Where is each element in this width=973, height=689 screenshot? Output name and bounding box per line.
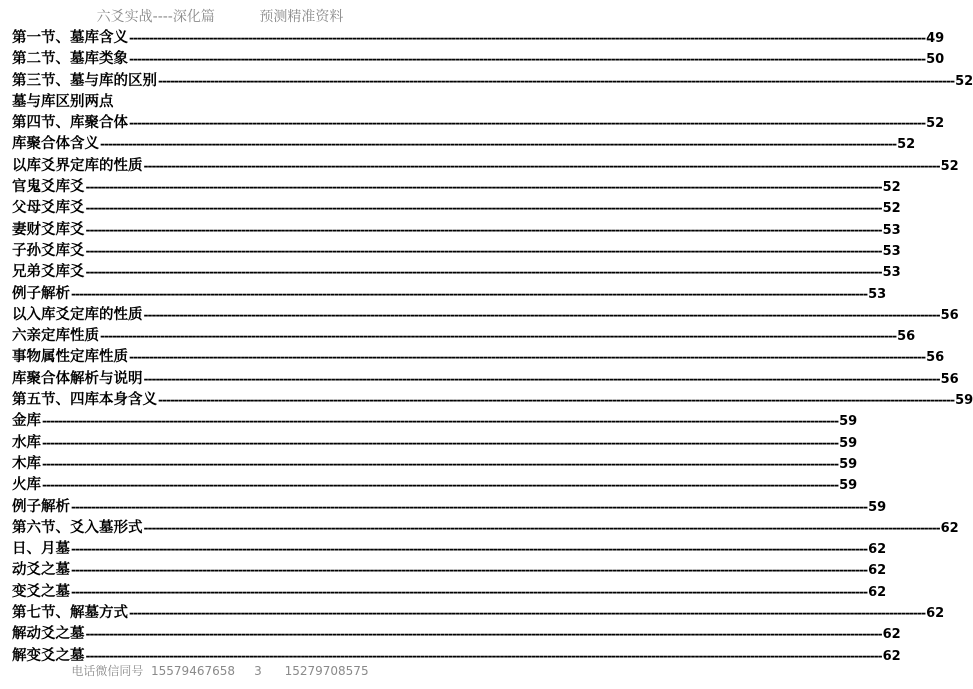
toc-entry-title: 妻财爻库爻	[12, 221, 85, 238]
toc-entry	[12, 134, 916, 155]
toc-entry-title: 木库	[12, 455, 41, 472]
toc-dot-leader: --------------------------------------------------------------------------------------------------------------------------------------------------------------------------------------------------------	[100, 329, 897, 344]
toc-entry-title: 事物属性定库性质	[12, 349, 128, 366]
toc-entry-page: 59	[839, 435, 858, 451]
toc-entry-title: 库聚合体含义	[12, 136, 99, 153]
toc-entry	[12, 284, 887, 305]
page-header: 六爻实战----深化篇 预测精准资料	[96, 9, 344, 25]
toc-entry	[12, 113, 945, 134]
toc-entry-page: 62	[868, 584, 887, 600]
toc-entry-page: 53	[882, 243, 901, 259]
toc-entry	[12, 454, 858, 475]
toc-dot-leader: --------------------------------------------------------------------------------------------------------------------------------------------------------------------------------------------------------	[85, 265, 882, 280]
toc-entry	[12, 220, 901, 241]
toc-entry-title: 第二节、墓库类象	[12, 51, 128, 68]
toc-dot-leader: --------------------------------------------------------------------------------------------------------------------------------------------------------------------------------------------------------	[129, 606, 926, 621]
toc-dot-leader: --------------------------------------------------------------------------------------------------------------------------------------------------------------------------------------------------------	[143, 371, 940, 386]
toc-entry	[12, 71, 973, 92]
toc-entry-page: 56	[940, 371, 959, 387]
toc-dot-leader: --------------------------------------------------------------------------------------------------------------------------------------------------------------------------------------------------------	[85, 201, 882, 216]
toc-entry-title: 日、月墓	[12, 541, 70, 558]
toc-entry-page: 50	[926, 52, 945, 68]
toc-entry-page: 62	[868, 542, 887, 558]
page-footer: 电话微信同号 15579467658 3 15279708575	[71, 664, 369, 678]
toc-entry-title: 父母爻库爻	[12, 200, 85, 217]
toc-entry-title: 解变爻之墓	[12, 647, 85, 664]
toc-entry	[12, 241, 901, 262]
toc-dot-leader: --------------------------------------------------------------------------------------------------------------------------------------------------------------------------------------------------------	[129, 52, 926, 67]
toc-dot-leader: --------------------------------------------------------------------------------------------------------------------------------------------------------------------------------------------------------	[71, 286, 868, 301]
toc-dot-leader: --------------------------------------------------------------------------------------------------------------------------------------------------------------------------------------------------------	[143, 520, 940, 535]
toc-entry-page: 62	[940, 520, 959, 536]
toc-entry-title: 墓与库区别两点	[12, 93, 114, 110]
toc-dot-leader: --------------------------------------------------------------------------------------------------------------------------------------------------------------------------------------------------------	[100, 137, 897, 152]
toc-dot-leader: --------------------------------------------------------------------------------------------------------------------------------------------------------------------------------------------------------	[85, 627, 882, 642]
toc-entry-title: 兄弟爻库爻	[12, 264, 85, 281]
toc-entry-page: 59	[839, 478, 858, 494]
toc-entry-title: 第一节、墓库含义	[12, 30, 128, 46]
toc-entry	[12, 390, 973, 411]
toc-entry	[12, 156, 959, 177]
toc-dot-leader: --------------------------------------------------------------------------------------------------------------------------------------------------------------------------------------------------------	[71, 542, 868, 557]
toc-entry-title: 库聚合体解析与说明	[12, 370, 143, 387]
toc-entry-page: 53	[882, 265, 901, 281]
toc-dot-leader: --------------------------------------------------------------------------------------------------------------------------------------------------------------------------------------------------------	[42, 456, 839, 471]
toc-entry	[12, 28, 945, 49]
toc-entry	[12, 497, 887, 518]
toc-entry-title: 第四节、库聚合体	[12, 115, 128, 132]
toc-entry-title: 金库	[12, 413, 41, 430]
toc-entry-title: 子孙爻库爻	[12, 242, 85, 259]
toc-dot-leader: --------------------------------------------------------------------------------------------------------------------------------------------------------------------------------------------------------	[129, 350, 926, 365]
toc-dot-leader: --------------------------------------------------------------------------------------------------------------------------------------------------------------------------------------------------------	[85, 648, 882, 663]
toc-entry-page: 62	[868, 563, 887, 579]
toc-entry-title: 变爻之墓	[12, 583, 70, 600]
toc-entry-page: 52	[955, 73, 973, 89]
toc-entry	[12, 326, 916, 347]
toc-dot-leader: --------------------------------------------------------------------------------------------------------------------------------------------------------------------------------------------------------	[71, 499, 868, 514]
toc-entry	[12, 518, 959, 539]
toc-entry-page: 56	[940, 307, 959, 323]
toc-entry	[12, 624, 901, 645]
toc-entry	[12, 262, 901, 283]
toc-entry-page: 62	[926, 606, 945, 622]
toc-dot-leader: --------------------------------------------------------------------------------------------------------------------------------------------------------------------------------------------------------	[158, 73, 955, 88]
toc-entry-page: 52	[926, 116, 945, 132]
toc-entry-title: 以库爻界定库的性质	[12, 157, 143, 174]
toc-entry-page: 52	[940, 158, 959, 174]
toc-entry-page: 59	[868, 499, 887, 515]
toc-entry-title: 以入库爻定库的性质	[12, 306, 143, 323]
toc-entry-page: 56	[897, 329, 916, 345]
toc-entry-title: 六亲定库性质	[12, 328, 99, 345]
toc-dot-leader: --------------------------------------------------------------------------------------------------------------------------------------------------------------------------------------------------------	[129, 116, 926, 131]
toc-entry	[12, 92, 418, 113]
toc-entry-title: 官鬼爻库爻	[12, 179, 85, 196]
toc-entry-title: 解动爻之墓	[12, 626, 85, 643]
toc-dot-leader: --------------------------------------------------------------------------------------------------------------------------------------------------------------------------------------------------------	[143, 307, 940, 322]
toc-entry	[12, 560, 887, 581]
toc-entry-title: 第三节、墓与库的区别	[12, 72, 157, 89]
toc-entry-page: 53	[882, 222, 901, 238]
toc-dot-leader: --------------------------------------------------------------------------------------------------------------------------------------------------------------------------------------------------------	[42, 414, 839, 429]
toc-dot-leader: --------------------------------------------------------------------------------------------------------------------------------------------------------------------------------------------------------	[85, 222, 882, 237]
toc-entry-page: 59	[839, 456, 858, 472]
toc-dot-leader: --------------------------------------------------------------------------------------------------------------------------------------------------------------------------------------------------------	[85, 243, 882, 258]
toc-dot-leader: --------------------------------------------------------------------------------------------------------------------------------------------------------------------------------------------------------	[143, 158, 940, 173]
toc-entry-title: 例子解析	[12, 285, 70, 302]
toc-entry	[12, 49, 945, 70]
toc-entry-page: 49	[926, 31, 945, 46]
toc-entry-title: 水库	[12, 434, 41, 451]
toc-dot-leader: --------------------------------------------------------------------------------------------------------------------------------------------------------------------------------------------------------	[42, 435, 839, 450]
toc-entry-page: 62	[882, 627, 901, 643]
toc-entry-page: 62	[882, 648, 901, 664]
toc-entry	[12, 603, 945, 624]
toc-entry	[12, 539, 887, 560]
toc-entry	[12, 347, 945, 368]
toc-entry	[12, 198, 901, 219]
toc-dot-leader: --------------------------------------------------------------------------------------------------------------------------------------------------------------------------------------------------------	[71, 584, 868, 599]
toc-entry	[12, 177, 901, 198]
toc-entry	[12, 369, 959, 390]
toc-dot-leader: --------------------------------------------------------------------------------------------------------------------------------------------------------------------------------------------------------	[85, 180, 882, 195]
toc-entry-title: 动爻之墓	[12, 562, 70, 579]
toc-dot-leader: --------------------------------------------------------------------------------------------------------------------------------------------------------------------------------------------------------	[71, 563, 868, 578]
toc-entry-page: 52	[897, 137, 916, 153]
toc-entry-title: 第五节、四库本身含义	[12, 392, 157, 409]
toc-entry-page: 56	[926, 350, 945, 366]
toc-dot-leader: --------------------------------------------------------------------------------------------------------------------------------------------------------------------------------------------------------	[42, 478, 839, 493]
toc-entry-title: 例子解析	[12, 498, 70, 515]
toc-entry	[12, 433, 858, 454]
toc-dot-leader: --------------------------------------------------------------------------------------------------------------------------------------------------------------------------------------------------------	[129, 31, 926, 45]
table-of-contents	[12, 28, 973, 667]
toc-entry-title: 第七节、解墓方式	[12, 605, 128, 622]
toc-entry-title: 第六节、爻入墓形式	[12, 519, 143, 536]
toc-dot-leader: --------------------------------------------------------------------------------------------------------------------------------------------------------------------------------------------------------	[158, 393, 955, 408]
toc-entry	[12, 411, 858, 432]
toc-entry-page: 52	[882, 201, 901, 217]
toc-entry-page: 59	[839, 414, 858, 430]
toc-entry	[12, 475, 858, 496]
toc-entry-page: 59	[955, 393, 973, 409]
toc-entry	[12, 305, 959, 326]
toc-entry	[12, 582, 887, 603]
toc-entry-page: 52	[882, 180, 901, 196]
toc-entry-page: 53	[868, 286, 887, 302]
toc-entry-title: 火库	[12, 477, 41, 494]
